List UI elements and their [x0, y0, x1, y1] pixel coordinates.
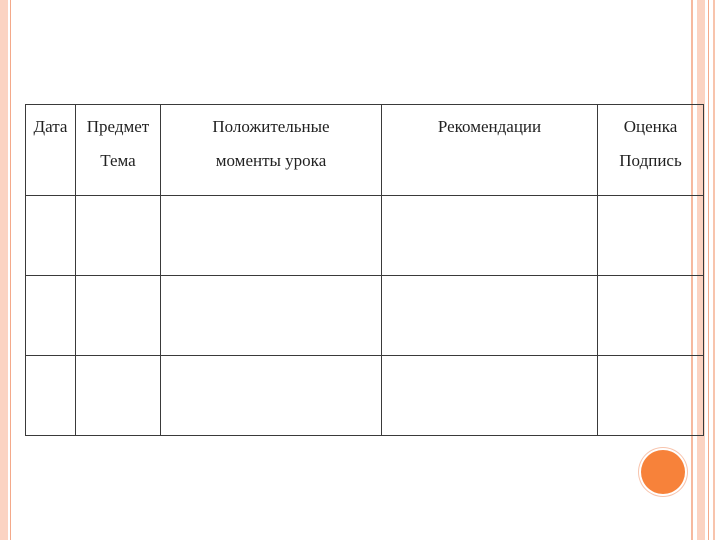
header-recommendations	[382, 105, 598, 196]
table-cell[interactable]	[382, 196, 598, 276]
header-grade-line1: Оценка	[623, 117, 678, 136]
header-subject-line1: Предмет	[86, 117, 150, 136]
table-row	[26, 356, 704, 436]
header-positive-moments	[161, 105, 382, 196]
lesson-observation-table	[25, 104, 704, 436]
table-cell[interactable]	[26, 276, 76, 356]
header-date-line1: Дата	[33, 117, 68, 136]
left-frame-band	[0, 0, 8, 540]
table-cell[interactable]	[382, 276, 598, 356]
table-row	[26, 196, 704, 276]
table-cell[interactable]	[26, 196, 76, 276]
table-cell[interactable]	[598, 196, 704, 276]
table-cell[interactable]	[76, 196, 161, 276]
table-cell[interactable]	[598, 276, 704, 356]
orange-circle-decoration	[641, 450, 685, 494]
header-positive-line1: Положительные	[212, 117, 330, 136]
table-row	[26, 276, 704, 356]
table-cell[interactable]	[26, 356, 76, 436]
table-header-row	[26, 105, 704, 196]
table-cell[interactable]	[76, 356, 161, 436]
table-cell[interactable]	[382, 356, 598, 436]
table-cell[interactable]	[598, 356, 704, 436]
header-grade-line2: Подпись	[619, 151, 682, 170]
right-frame-line-inner	[708, 0, 709, 540]
right-frame-line-edge	[713, 0, 715, 540]
table-cell[interactable]	[161, 276, 382, 356]
table-cell[interactable]	[161, 356, 382, 436]
table-cell[interactable]	[161, 196, 382, 276]
header-subject-topic	[76, 105, 161, 196]
header-recommendations-line1: Рекомендации	[437, 117, 542, 136]
left-frame-line	[10, 0, 11, 540]
header-positive-line2: моменты урока	[215, 151, 327, 170]
header-date	[26, 105, 76, 196]
header-subject-line2: Тема	[100, 151, 136, 170]
table-cell[interactable]	[76, 276, 161, 356]
header-grade-signature	[598, 105, 704, 196]
